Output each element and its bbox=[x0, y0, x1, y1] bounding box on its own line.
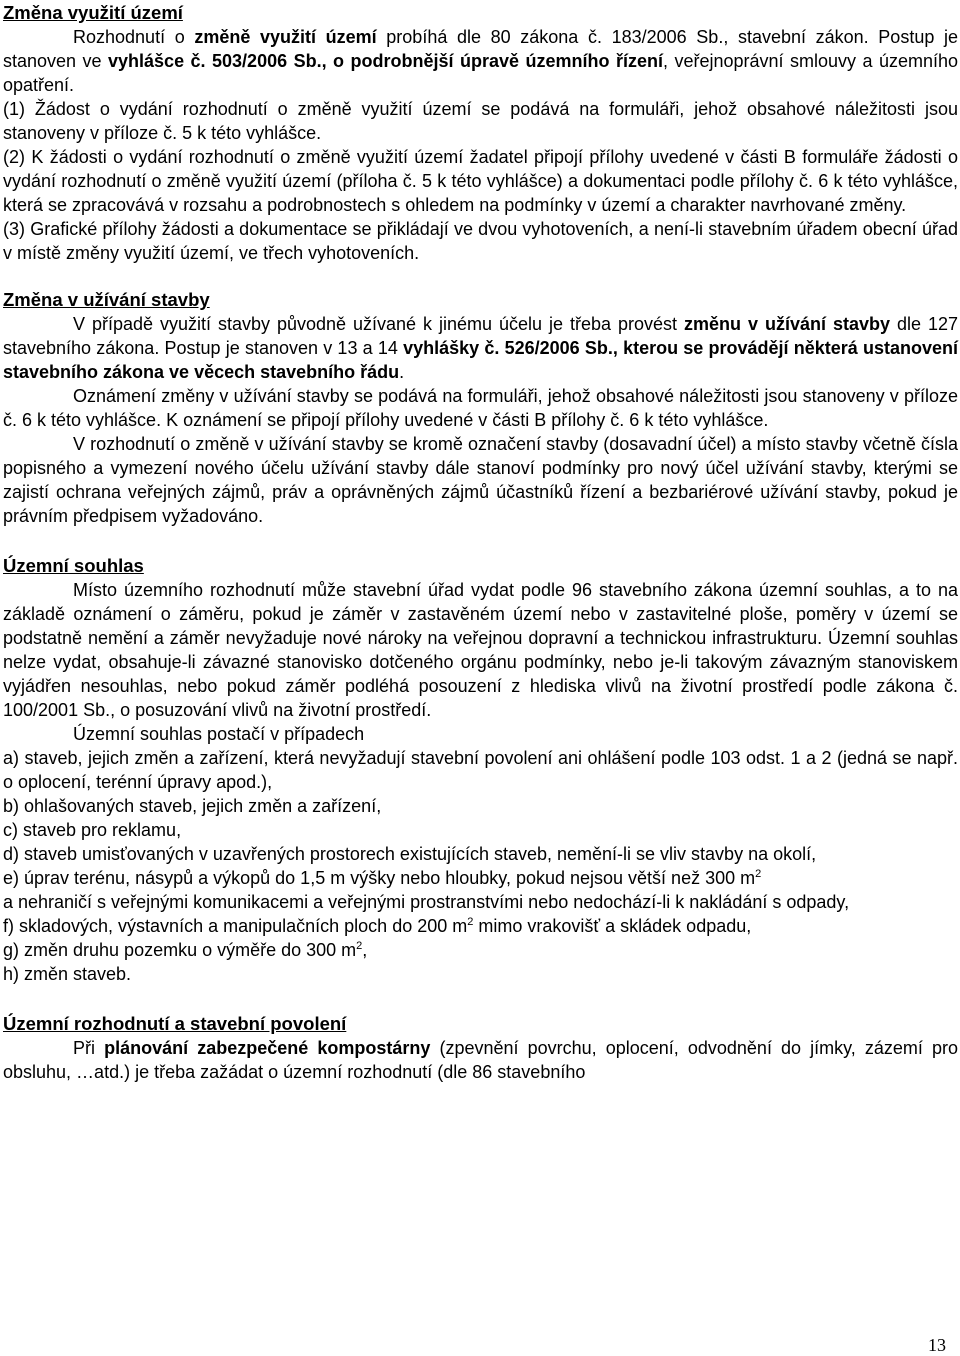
section-heading-zmena-v-uzivani: Změna v užívání stavby bbox=[3, 289, 210, 310]
list-item: a) staveb, jejich změn a zařízení, která nevyžadují stavební povolení ani ohlášení podle 103 odst. 1 a 2 (jedná se např. o oplocení, terénní úpravy apod.), bbox=[3, 748, 958, 792]
document-page bbox=[3, 0, 958, 1084]
list-item: f) skladových, výstavních a manipulačních ploch do 200 $m^2$ mimo vrakovišť a skládek odpadu, bbox=[3, 916, 752, 936]
list-item: d) staveb umisťovaných v uzavřených prostorech existujících staveb, nemění-li se vliv stavby na okolí, bbox=[3, 844, 817, 864]
paragraph: Rozhodnutí o změně využití území probíhá dle 80 zákona č. 183/2006 Sb., stavební zákon. Postup je stanoven ve vyhlášce č. 503/2006 Sb., o podrobnější úpravě územního řízení, veřejnoprávní smlouvy a územního opatření. bbox=[3, 27, 958, 95]
page-number: 13 bbox=[928, 1335, 946, 1355]
list-item: c) staveb pro reklamu, bbox=[3, 820, 182, 840]
paragraph: Při plánování zabezpečené kompostárny (zpevnění povrchu, oplocení, odvodnění do jímky, zázemí pro obsluhu, …atd.) je třeba zažádat o územní rozhodnutí (dle 86 stavebního bbox=[3, 1038, 959, 1082]
list-item: e) úprav terénu, násypů a výkopů do 1,5 m výšky nebo hloubky, pokud nejsou větší než 300 $m^2$ a nehraničí s veřejnými komunikacemi a veřejnými prostranstvími nebo nedochází-li k nakládání s odpady, bbox=[3, 868, 850, 912]
list-item: g) změn druhu pozemku o výměře do 300 $m^2$, bbox=[3, 940, 368, 960]
list-item: b) ohlašovaných staveb, jejich změn a zařízení, bbox=[3, 796, 382, 816]
paragraph: Územní souhlas postačí v případech bbox=[73, 724, 365, 744]
paragraph: (1) Žádost o vydání rozhodnutí o změně využití území se podává na formuláři, jehož obsahové náležitosti jsou stanoveny v příloze č. 5 k této vyhlášce. bbox=[3, 99, 958, 143]
paragraph: V případě využití stavby původně užívané k jinému účelu je třeba provést změnu v užívání stavby dle 127 stavebního zákona. Postup je stanoven v 13 a 14 vyhlášky č. 526/2006 Sb., kterou se provádějí některá ustanovení stavebního zákona ve věcech stavebního řádu. bbox=[3, 314, 959, 382]
paragraph: (3) Grafické přílohy žádosti a dokumentace se přikládají ve dvou vyhotoveních, a není-li stavebním úřadem obecní úřad v místě změny využití území, ve třech vyhotoveních. bbox=[3, 219, 958, 263]
section-heading-uzemni-souhlas: Územní souhlas bbox=[3, 555, 144, 576]
paragraph: V rozhodnutí o změně v užívání stavby se kromě označení stavby (dosavadní účel) a místo stavby včetně čísla popisného a vymezení nového účelu užívání stavby dále stanoví podmínky pro nový účel užívání stavby, kterými se zajistí ochrana veřejných zájmů, práv a oprávněných zájmů účastníků řízení a bezbariérové užívání stavby, pokud je právním předpisem vyžadováno. bbox=[3, 434, 958, 526]
paragraph: Místo územního rozhodnutí může stavební úřad vydat podle 96 stavebního zákona územní souhlas, a to na základě oznámení o záměru, pokud je záměr v zastavěném území nebo v zastavitelné ploše, poměry v území se podstatně nemění a záměr nevyžaduje nové nároky na veřejnou dopravní a technickou infrastrukturu. Územní souhlas nelze vydat, obsahuje-li závazné stanovisko dotčeného orgánu podmínky, nebo je-li takovým závazným stanoviskem vyjádřen nesouhlas, nebo pokud záměr podléhá posouzení z hlediska vlivů na životní prostředí podle zákona č. 100/2001 Sb., o posuzování vlivů na životní prostředí. bbox=[3, 580, 958, 720]
paragraph: (2) K žádosti o vydání rozhodnutí o změně využití území žadatel připojí přílohy uvedené v části B formuláře žádosti o vydání rozhodnutí o změně využití území (příloha č. 5 k této vyhlášce) a dokumentaci podle přílohy č. 6 k této vyhlášce, která se zpracovává v rozsahu a podrobnostech s ohledem na podmínky v území a charakter navrhované změny. bbox=[3, 147, 958, 215]
list-item: h) změn staveb. bbox=[3, 964, 132, 984]
section-heading-uzemni-rozhodnuti: Územní rozhodnutí a stavební povolení bbox=[3, 1013, 347, 1034]
section-heading-zmena-vyuziti: Změna využití území bbox=[3, 2, 183, 23]
paragraph: Oznámení změny v užívání stavby se podává na formuláři, jehož obsahové náležitosti jsou stanoveny v příloze č. 6 k této vyhlášce. K oznámení se připojí přílohy uvedené v části B přílohy č. 6 k této vyhlášce. bbox=[3, 386, 958, 430]
